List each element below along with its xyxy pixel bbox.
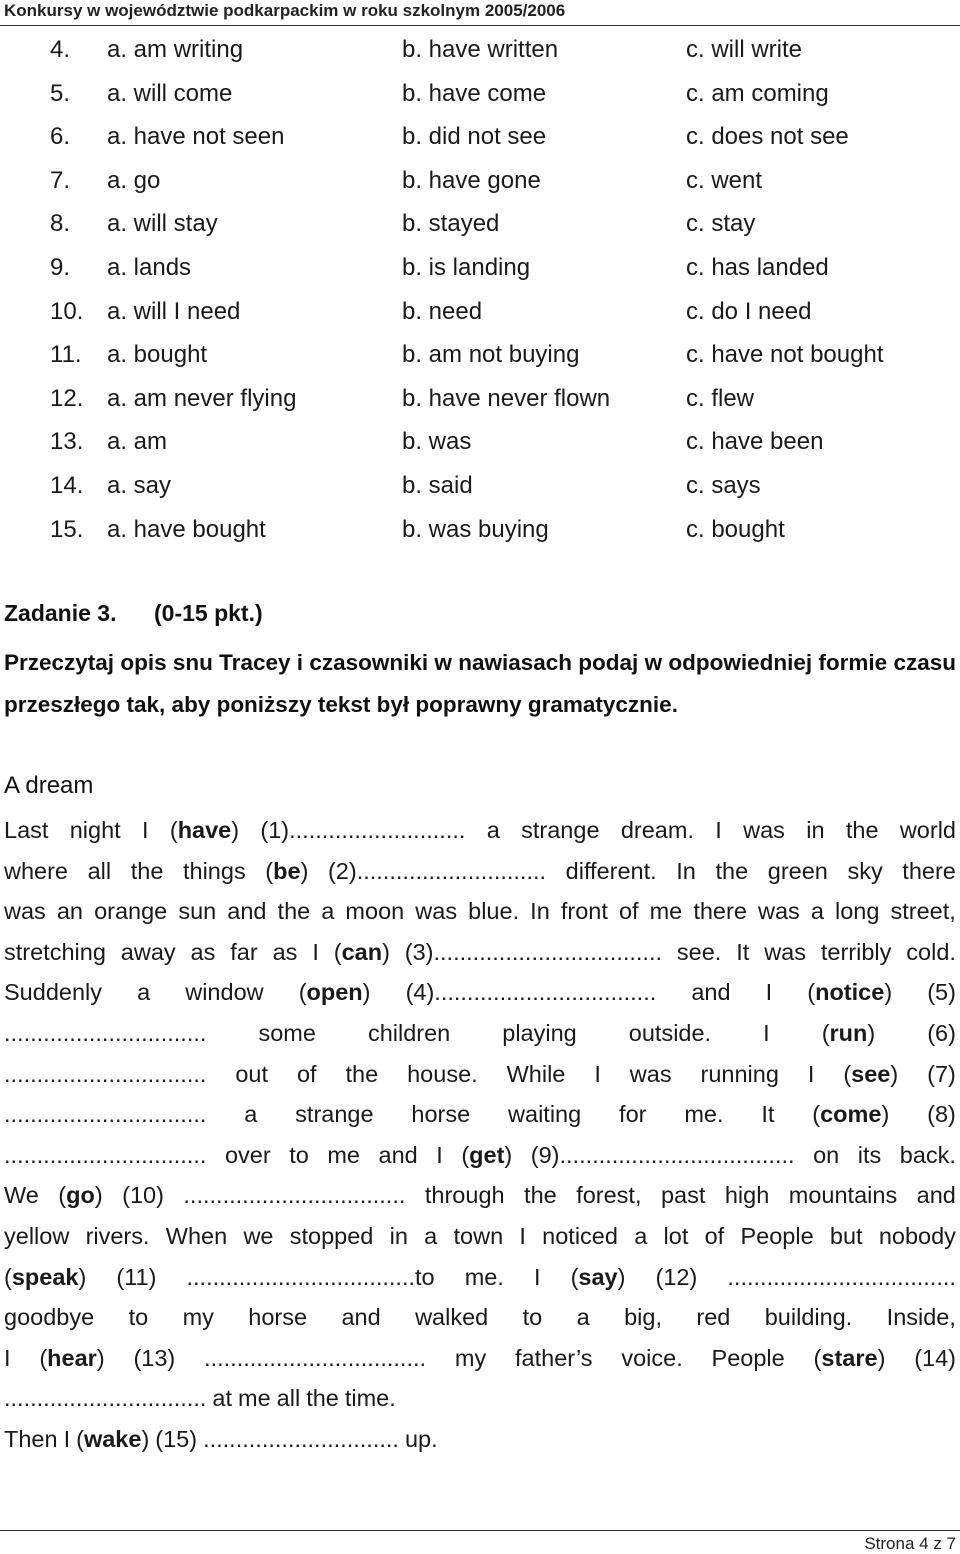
- story-line: [4, 891, 956, 932]
- option-row: [0, 377, 960, 421]
- story-word: ...............................: [4, 1385, 207, 1412]
- story-word: me: [649, 898, 683, 925]
- story-text: [4, 810, 956, 1460]
- option-a: a. am: [107, 428, 168, 456]
- story-word: ...................................to: [186, 1263, 435, 1290]
- option-row: [0, 464, 960, 508]
- story-word: nobody: [878, 1222, 956, 1249]
- story-word: We: [4, 1182, 39, 1209]
- story-word: I: [436, 1141, 443, 1168]
- option-number: 6.: [50, 123, 71, 151]
- option-row: [0, 72, 960, 116]
- option-b: b. have never flown: [402, 384, 611, 412]
- story-word: far: [230, 938, 258, 965]
- story-word: I: [763, 1019, 770, 1046]
- story-word: we: [243, 1222, 274, 1249]
- story-word: and: [227, 898, 267, 925]
- story-line: [4, 1257, 956, 1298]
- option-row: [0, 202, 960, 246]
- story-word: was: [629, 1060, 672, 1087]
- story-word: (13): [133, 1344, 176, 1371]
- story-word: outside.: [628, 1019, 712, 1046]
- option-c: c. went: [686, 166, 763, 194]
- option-number: 7.: [50, 166, 71, 194]
- story-word: (2).............................: [327, 857, 547, 884]
- story-word: I: [519, 1222, 526, 1249]
- story-line: [4, 1419, 956, 1460]
- story-word: away: [120, 938, 176, 965]
- story-word: voice.: [621, 1344, 683, 1371]
- option-row: [0, 246, 960, 290]
- option-number: 12.: [50, 384, 84, 412]
- story-word: (open): [298, 979, 371, 1006]
- story-word: town: [453, 1222, 504, 1249]
- story-word: terribly: [820, 938, 892, 965]
- story-line: [4, 1094, 956, 1135]
- story-word: of: [618, 898, 639, 925]
- story-line: [4, 1338, 956, 1379]
- story-title: A dream: [4, 772, 94, 799]
- story-word: I: [594, 1060, 601, 1087]
- story-word: People: [740, 1222, 814, 1249]
- story-word: over: [224, 1141, 271, 1168]
- story-word: my: [454, 1344, 487, 1371]
- option-b: b. have gone: [402, 166, 541, 194]
- story-word: Last: [4, 817, 49, 843]
- story-line: [4, 1378, 956, 1419]
- story-word: the: [277, 898, 311, 925]
- story-line: [4, 851, 956, 892]
- story-word: (stare): [813, 1344, 886, 1371]
- story-word: and: [916, 1182, 956, 1209]
- story-word: (4)..................................: [405, 979, 657, 1006]
- story-line: [4, 1135, 956, 1176]
- option-b: b. am not buying: [402, 341, 580, 369]
- story-word: out: [235, 1060, 269, 1087]
- story-word: In: [676, 857, 696, 884]
- story-word: (wake): [76, 1425, 150, 1452]
- task-points: (0-15 pkt.): [154, 600, 263, 626]
- story-word: It: [736, 938, 750, 965]
- story-word: and: [341, 1304, 381, 1331]
- option-number: 5.: [50, 79, 71, 107]
- option-row: [0, 420, 960, 464]
- story-word: (have): [169, 817, 240, 843]
- story-word: (10): [122, 1182, 164, 1209]
- story-word: me.: [684, 1101, 724, 1128]
- option-a: a. have bought: [107, 515, 266, 543]
- story-word: Inside,: [886, 1304, 956, 1331]
- story-word: see.: [676, 938, 722, 965]
- story-word: (say): [570, 1263, 626, 1290]
- story-word: time.: [344, 1385, 396, 1412]
- option-number: 15.: [50, 515, 84, 543]
- story-word: and: [378, 1141, 418, 1168]
- story-word: high: [724, 1182, 770, 1209]
- story-word: yellow: [4, 1222, 70, 1249]
- story-word: an: [56, 898, 83, 925]
- story-word: children: [367, 1019, 451, 1046]
- story-word: a: [137, 979, 151, 1006]
- story-word: in: [389, 1222, 408, 1249]
- story-word: the: [306, 1385, 339, 1412]
- option-c: c. bought: [686, 515, 785, 543]
- story-word: (11): [116, 1263, 157, 1290]
- story-word: of: [296, 1060, 317, 1087]
- story-word: strange: [521, 817, 600, 843]
- story-word: a: [244, 1101, 258, 1128]
- story-word: It: [761, 1101, 775, 1128]
- story-word: (3)...................................: [404, 938, 663, 965]
- story-word: (come): [812, 1101, 890, 1128]
- story-word: back.: [899, 1141, 956, 1168]
- story-word: forest,: [576, 1182, 642, 1209]
- story-word: on: [813, 1141, 840, 1168]
- story-word: for: [619, 1101, 647, 1128]
- option-number: 8.: [50, 210, 71, 238]
- option-b: b. is landing: [402, 253, 531, 281]
- story-word: where: [4, 857, 69, 884]
- story-word: (15): [155, 1425, 198, 1452]
- story-word: to: [289, 1141, 309, 1168]
- story-word: at: [212, 1385, 233, 1412]
- story-word: big,: [624, 1304, 662, 1331]
- task-title: Zadanie 3.: [4, 600, 117, 626]
- page-header: [0, 0, 960, 26]
- story-word: street,: [890, 898, 956, 925]
- page-footer: [0, 1530, 960, 1553]
- story-word: blue.: [468, 898, 520, 925]
- story-word: lot: [663, 1222, 689, 1249]
- option-b: b. have written: [402, 36, 559, 63]
- story-word: (be): [265, 857, 309, 884]
- story-line: [4, 1013, 956, 1054]
- story-word: the: [130, 857, 164, 884]
- story-word: When: [165, 1222, 228, 1249]
- story-word: goodbye: [4, 1304, 95, 1331]
- option-c: c. have not bought: [686, 341, 884, 369]
- story-word: (hear): [39, 1344, 105, 1371]
- story-word: moon: [345, 898, 405, 925]
- story-word: some: [258, 1019, 316, 1046]
- story-word: sun: [178, 898, 217, 925]
- story-line: [4, 932, 956, 973]
- answer-options-list: [0, 28, 960, 551]
- story-word: but: [829, 1222, 863, 1249]
- story-word: the: [845, 817, 879, 843]
- story-word: in: [806, 817, 825, 843]
- option-number: 14.: [50, 471, 84, 499]
- story-word: Then: [4, 1425, 58, 1452]
- story-word: (7): [927, 1060, 956, 1087]
- story-word: I: [142, 817, 149, 843]
- story-word: of: [704, 1222, 725, 1249]
- story-word: as: [272, 938, 298, 965]
- story-word: the: [715, 857, 749, 884]
- story-word: to: [128, 1304, 149, 1331]
- story-word: ...................................: [727, 1263, 956, 1290]
- story-word: me.: [464, 1263, 504, 1290]
- story-word: orange: [94, 898, 168, 925]
- option-number: 9.: [50, 253, 71, 281]
- story-word: a: [424, 1222, 438, 1249]
- story-word: ...............................: [4, 1141, 207, 1168]
- story-word: I: [715, 817, 722, 843]
- option-row: [0, 290, 960, 334]
- story-word: (run): [821, 1019, 876, 1046]
- story-word: a: [810, 898, 824, 925]
- story-word: and: [691, 979, 731, 1006]
- story-word: green: [767, 857, 828, 884]
- story-word: ...............................: [4, 1019, 207, 1046]
- story-word: night: [69, 817, 121, 843]
- story-word: my: [182, 1304, 214, 1331]
- option-c: c. have been: [686, 428, 824, 456]
- story-word: me: [238, 1385, 271, 1412]
- story-word: me: [327, 1141, 360, 1168]
- option-c: c. flew: [686, 384, 755, 412]
- option-c: c. do I need: [686, 297, 812, 325]
- story-word: (get): [461, 1141, 513, 1168]
- story-word: ..................................: [183, 1182, 406, 1209]
- story-word: red: [696, 1304, 731, 1331]
- story-word: there: [693, 898, 747, 925]
- story-word: a: [486, 817, 500, 843]
- story-word: People: [711, 1344, 785, 1371]
- option-c: c. does not see: [686, 123, 849, 151]
- story-word: mountains: [788, 1182, 898, 1209]
- option-c: c. will write: [686, 36, 803, 63]
- option-a: a. will I need: [107, 297, 241, 325]
- story-word: I: [765, 979, 773, 1006]
- option-row: [0, 508, 960, 552]
- story-word: its: [857, 1141, 882, 1168]
- story-word: front: [560, 898, 608, 925]
- story-word: playing: [502, 1019, 577, 1046]
- task-instruction: Przeczytaj opis snu Tracey i czasowniki w nawiasach podaj w odpowiedniej formie czasu przeszłego tak, aby poniższy tekst był poprawny gramatycznie.: [4, 650, 956, 717]
- story-word: ...............................: [4, 1101, 207, 1128]
- story-word: all: [276, 1385, 301, 1412]
- story-word: building.: [764, 1304, 853, 1331]
- story-word: (9)....................................: [530, 1141, 795, 1168]
- story-word: up.: [404, 1425, 438, 1452]
- option-b: b. said: [402, 471, 473, 499]
- story-word: noticed: [542, 1222, 618, 1249]
- option-row: [0, 159, 960, 203]
- story-word: was: [4, 898, 46, 925]
- option-a: a. go: [107, 166, 161, 194]
- story-word: waiting: [508, 1101, 582, 1128]
- story-word: (go): [58, 1182, 103, 1209]
- option-a: a. say: [107, 471, 172, 499]
- story-word: (8): [927, 1101, 956, 1128]
- option-a: a. will come: [107, 79, 233, 107]
- story-word: was: [743, 817, 785, 843]
- option-row: [0, 28, 960, 72]
- story-word: the: [524, 1182, 557, 1209]
- story-word: dream.: [620, 817, 694, 843]
- option-b: b. did not see: [402, 123, 547, 151]
- option-number: 10.: [50, 297, 84, 325]
- story-word: (6): [927, 1019, 956, 1046]
- story-word: In: [530, 898, 550, 925]
- option-a: a. am never flying: [107, 384, 297, 412]
- story-word: I: [4, 1344, 11, 1371]
- option-b: b. stayed: [402, 210, 500, 238]
- story-word: sky: [847, 857, 883, 884]
- option-b: b. was buying: [402, 515, 549, 543]
- option-b: b. was: [402, 428, 472, 456]
- story-word: rivers.: [85, 1222, 150, 1249]
- page-number: Strona 4 z 7: [864, 1534, 956, 1553]
- story-word: (5): [927, 979, 956, 1006]
- story-word: ..............................: [203, 1425, 399, 1452]
- option-number: 11.: [50, 341, 82, 369]
- story-word: (see): [843, 1060, 899, 1087]
- story-word: world: [899, 817, 956, 843]
- story-word: ...............................: [4, 1060, 207, 1087]
- option-c: c. stay: [686, 210, 756, 238]
- story-word: house.: [407, 1060, 478, 1087]
- option-a: a. have not seen: [107, 123, 285, 151]
- option-row: [0, 333, 960, 377]
- story-word: I: [312, 938, 319, 965]
- story-word: horse: [411, 1101, 471, 1128]
- story-word: a: [576, 1304, 590, 1331]
- story-line: [4, 972, 956, 1013]
- story-word: strange: [295, 1101, 374, 1128]
- story-word: walked: [415, 1304, 489, 1331]
- option-a: a. am writing: [107, 36, 244, 63]
- story-word: there: [902, 857, 956, 884]
- story-line: [4, 810, 956, 851]
- option-a: a. lands: [107, 253, 192, 281]
- story-word: was: [764, 938, 806, 965]
- story-word: I: [63, 1425, 71, 1452]
- header-title: Konkursy w województwie podkarpackim w roku szkolnym 2005/2006: [4, 1, 566, 20]
- story-word: (notice): [807, 979, 893, 1006]
- story-word: I: [807, 1060, 815, 1087]
- option-row: [0, 115, 960, 159]
- option-number: 13.: [50, 428, 84, 456]
- story-word: (speak): [4, 1263, 87, 1290]
- story-word: (can): [333, 938, 390, 965]
- story-word: (14): [914, 1344, 956, 1371]
- story-word: horse: [248, 1304, 308, 1331]
- story-word: different.: [565, 857, 657, 884]
- story-word: ..................................: [204, 1344, 427, 1371]
- option-number: 4.: [50, 36, 71, 63]
- story-word: cold.: [906, 938, 956, 965]
- option-a: a. bought: [107, 341, 208, 369]
- story-word: as: [190, 938, 216, 965]
- story-word: Suddenly: [4, 979, 102, 1006]
- story-word: all: [87, 857, 112, 884]
- story-word: the: [345, 1060, 379, 1087]
- option-c: c. says: [686, 471, 761, 499]
- story-word: running: [700, 1060, 779, 1087]
- option-b: b. need: [402, 297, 483, 325]
- story-word: (1)...........................: [260, 817, 466, 843]
- option-c: c. has landed: [686, 253, 829, 281]
- story-word: I: [533, 1263, 541, 1290]
- story-word: was: [415, 898, 458, 925]
- story-line: [4, 1297, 956, 1338]
- story-line: [4, 1216, 956, 1257]
- story-word: stretching: [4, 938, 106, 965]
- story-word: through: [424, 1182, 505, 1209]
- option-c: c. am coming: [686, 79, 829, 107]
- story-word: a: [321, 898, 335, 925]
- story-word: While: [506, 1060, 566, 1087]
- story-line: [4, 1054, 956, 1095]
- option-b: b. have come: [402, 79, 547, 107]
- story-word: things: [182, 857, 246, 884]
- story-word: a: [634, 1222, 648, 1249]
- story-word: father’s: [515, 1344, 593, 1371]
- story-word: long: [834, 898, 880, 925]
- story-word: to: [522, 1304, 543, 1331]
- story-line: [4, 1175, 956, 1216]
- option-a: a. will stay: [107, 210, 218, 238]
- story-word: stopped: [289, 1222, 374, 1249]
- story-word: (12): [655, 1263, 698, 1290]
- story-word: window: [185, 979, 264, 1006]
- story-word: past: [660, 1182, 706, 1209]
- story-word: was: [757, 898, 800, 925]
